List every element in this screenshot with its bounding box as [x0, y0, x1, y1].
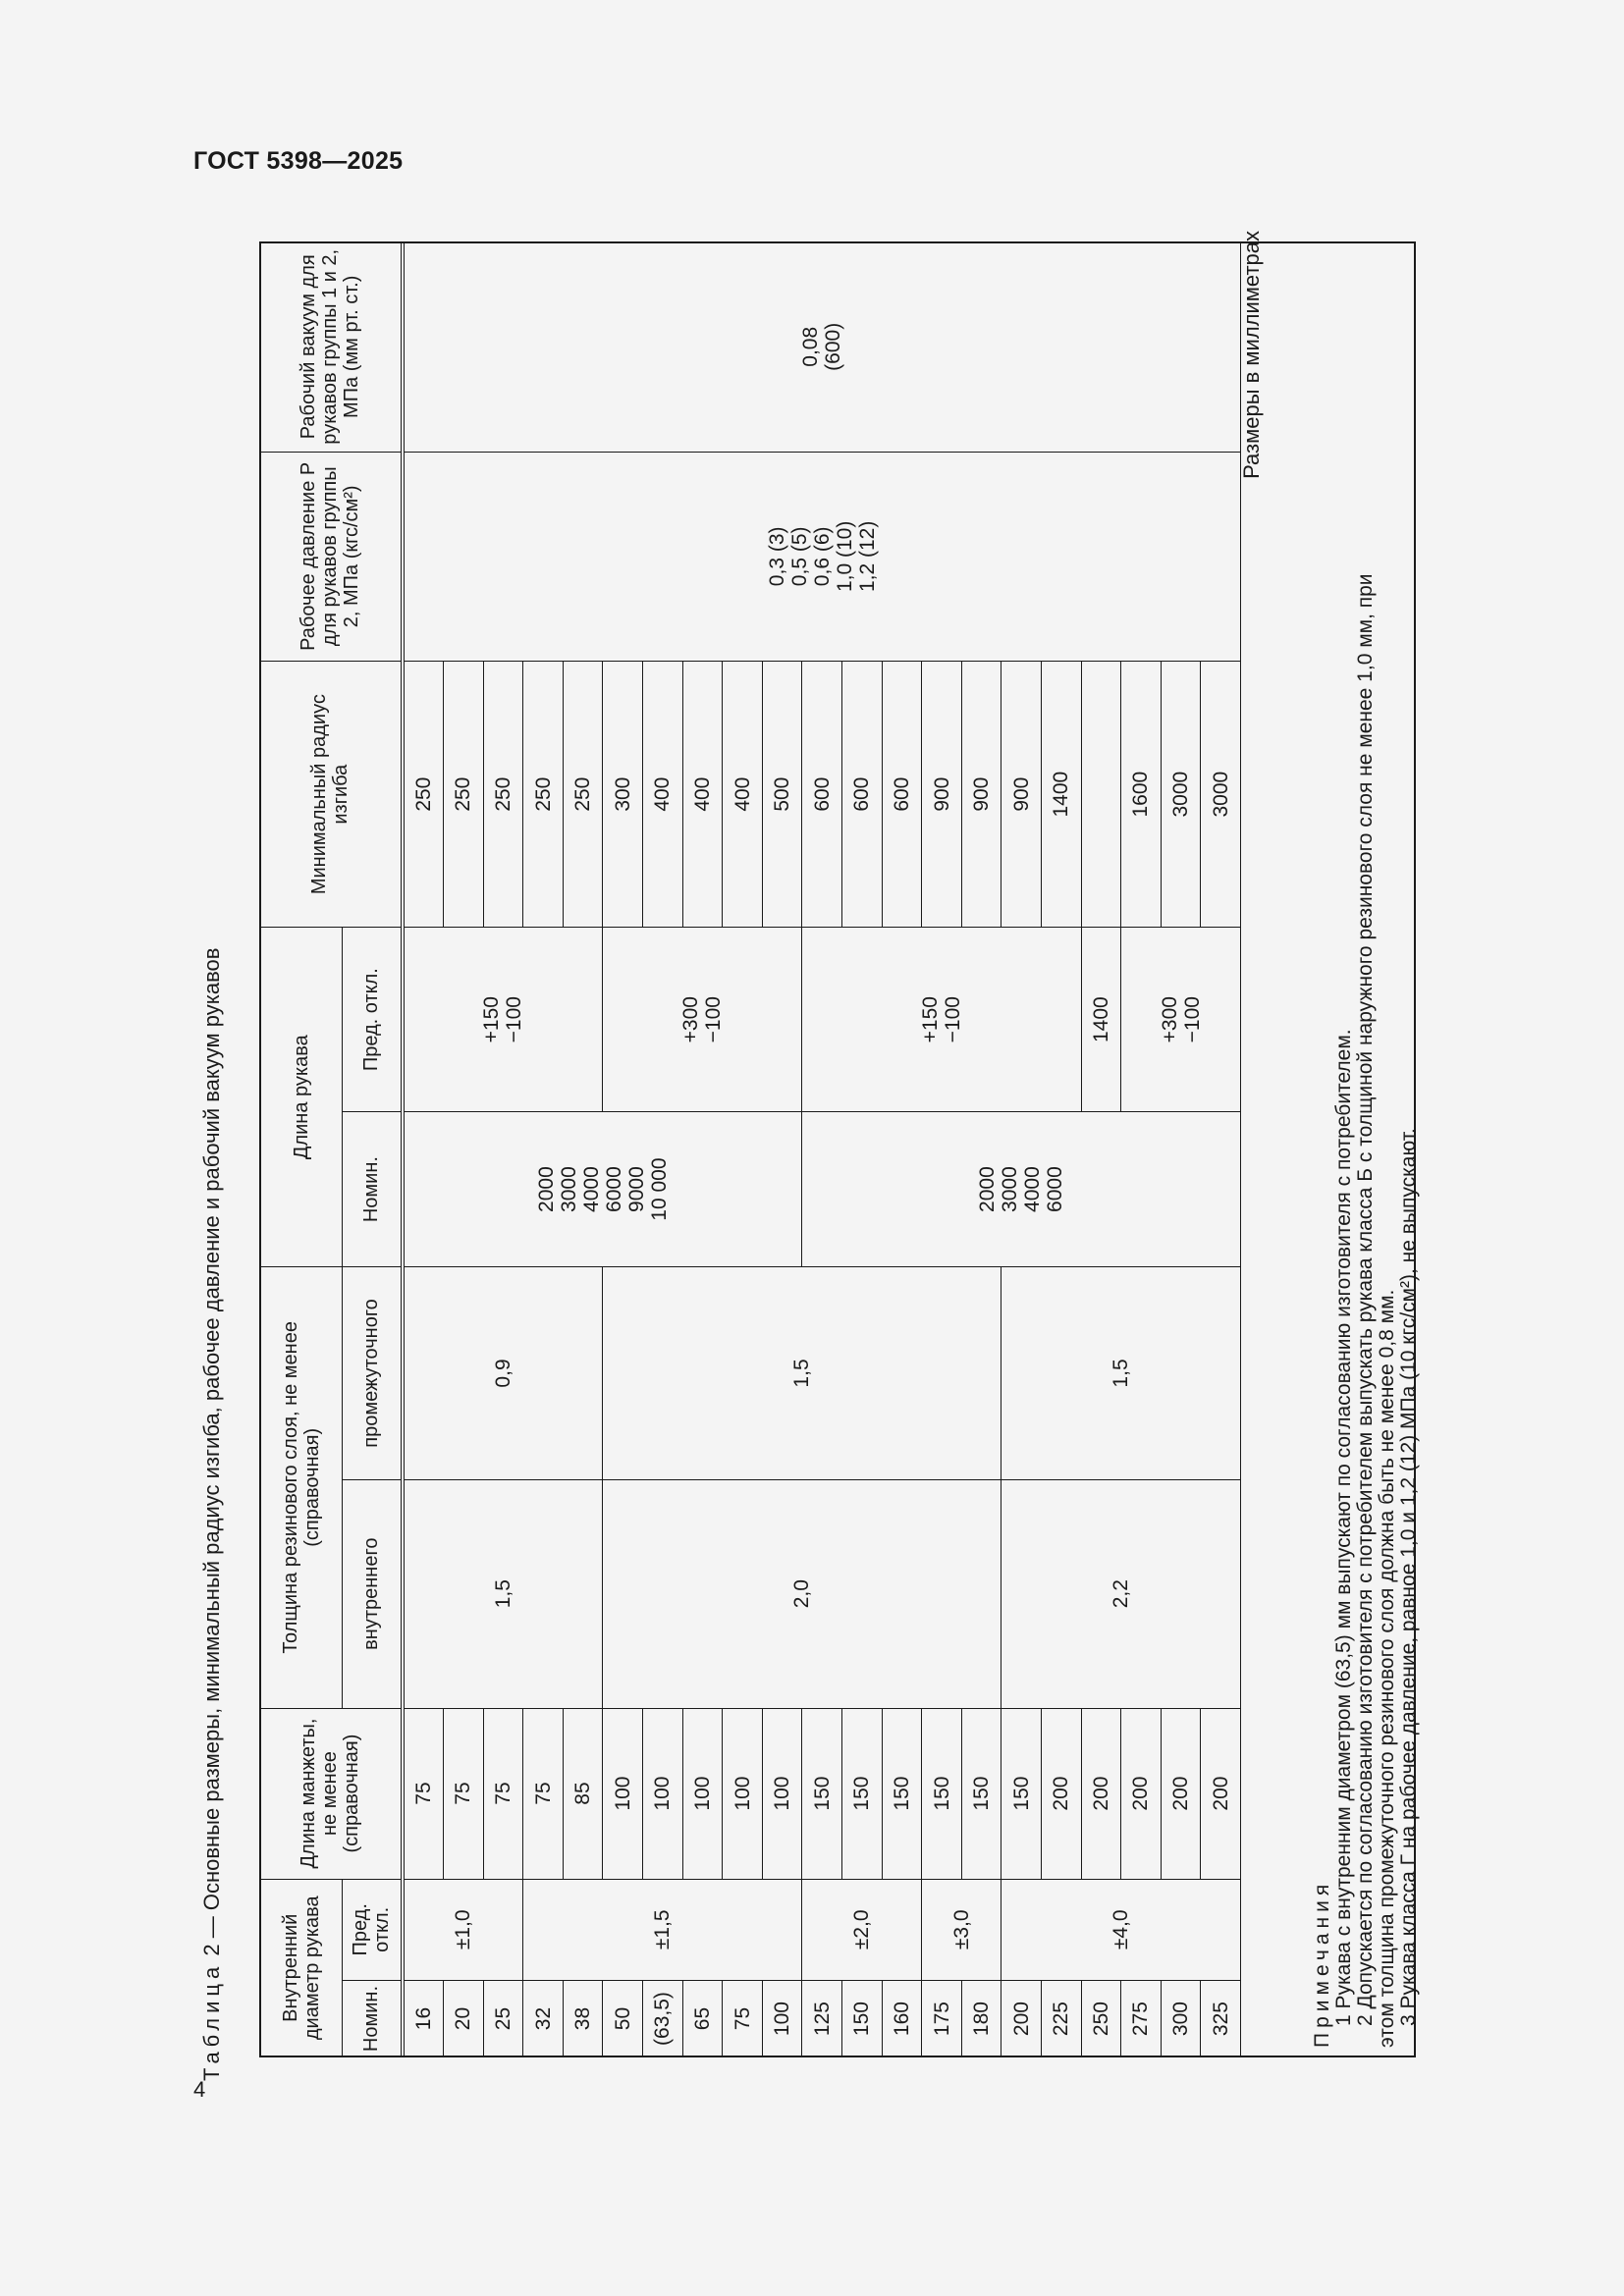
- bend-radius-cell: 300: [603, 662, 643, 928]
- header-diameter-tolerance: Пред. откл.: [343, 1879, 403, 1981]
- cuff-cell: 150: [802, 1708, 842, 1879]
- diameter-cell: 300: [1161, 1981, 1201, 2057]
- bend-radius-cell: 400: [723, 662, 763, 928]
- bend-radius-cell: 3000: [1161, 662, 1201, 928]
- header-min-bend-radius: Минимальный радиус изгиба: [260, 662, 403, 928]
- header-pressure: Рабочее давление P для рукавов группы 2, МПа (кгс/см²): [260, 452, 403, 662]
- cuff-cell: 100: [682, 1708, 723, 1879]
- intermediate-thickness-cell: 0,9: [403, 1267, 603, 1480]
- diameter-cell: 100: [762, 1981, 802, 2057]
- bend-radius-cell: 600: [802, 662, 842, 928]
- header-diameter-nominal: Номин.: [343, 1981, 403, 2057]
- tolerance-cell: ±4,0: [1001, 1879, 1241, 1981]
- hose-tolerance-cell: +150 −100: [802, 928, 1081, 1112]
- cuff-cell: 100: [643, 1708, 683, 1879]
- table-title-rest: 2 — Основные размеры, минимальный радиус изгиба, рабочее давление и рабочий вакуум рукавов: [199, 947, 224, 1956]
- cuff-cell: 150: [882, 1708, 922, 1879]
- cuff-cell: 150: [922, 1708, 962, 1879]
- diameter-cell: 50: [603, 1981, 643, 2057]
- vacuum-cell: 0,08 (600): [403, 242, 1241, 453]
- hose-nominal-lengths-cell: 2000 3000 4000 6000 9000 10 000: [403, 1112, 802, 1267]
- cuff-cell: 150: [961, 1708, 1001, 1879]
- bend-radius-cell: 400: [682, 662, 723, 928]
- diameter-cell: 160: [882, 1981, 922, 2057]
- cuff-cell: 100: [603, 1708, 643, 1879]
- cuff-cell: 200: [1081, 1708, 1121, 1879]
- cuff-cell: 100: [723, 1708, 763, 1879]
- bend-radius-cell: 500: [762, 662, 802, 928]
- note-2-continued: этом толщина промежуточного резинового слоя должна быть не менее 0,8 мм.: [1376, 1289, 1398, 2048]
- diameter-cell: 75: [723, 1981, 763, 2057]
- cuff-cell: 150: [842, 1708, 883, 1879]
- notes-heading: Примечания: [1311, 1879, 1333, 2048]
- header-intermediate-layer: промежуточного: [343, 1267, 403, 1480]
- diameter-cell: 38: [563, 1981, 603, 2057]
- cuff-cell: 200: [1161, 1708, 1201, 1879]
- document-id: ГОСТ 5398—2025: [193, 147, 404, 175]
- bend-radius-cell: 1400: [1081, 928, 1121, 1112]
- diameter-cell: 180: [961, 1981, 1001, 2057]
- cuff-cell: 75: [523, 1708, 564, 1879]
- diameter-cell: 125: [802, 1981, 842, 2057]
- table-frame: [259, 241, 1416, 2057]
- diameter-cell: 20: [444, 1981, 484, 2057]
- tolerance-cell: ±1,5: [523, 1879, 802, 1981]
- note-2: 2 Допускается по согласованию изготовителя с потребителем выпускать рукава класса Б с толщиной наружного резинового слоя не менее 1,0 мм, при: [1354, 573, 1377, 2026]
- diameter-cell: 250: [1081, 1981, 1121, 2057]
- units-note: Размеры в миллиметрах: [1239, 231, 1264, 479]
- header-hose-length-nominal: Номин.: [343, 1112, 403, 1267]
- diameter-cell: 32: [523, 1981, 564, 2057]
- rotated-table-area: [196, 196, 1443, 2081]
- tolerance-cell: ±1,0: [403, 1879, 523, 1981]
- diameter-cell: 25: [483, 1981, 523, 2057]
- bend-radius-cell: 900: [1001, 662, 1042, 928]
- bend-radius-cell: 600: [842, 662, 883, 928]
- header-cuff-length: Длина манжеты, не менее (справочная): [260, 1708, 403, 1879]
- cuff-cell: 150: [1001, 1708, 1042, 1879]
- note-3: 3 Рукава класса Г на рабочее давление, равное 1,0 и 1,2 (12) МПа (10 кгс/см²), не выпускают.: [1397, 1128, 1420, 2026]
- header-inner-diameter: Внутренний диаметр рукава: [260, 1879, 343, 2056]
- diameter-cell: 275: [1121, 1981, 1162, 2057]
- inner-thickness-cell: 2,2: [1001, 1479, 1241, 1708]
- bend-radius-cell: 250: [523, 662, 564, 928]
- intermediate-thickness-cell: 1,5: [1001, 1267, 1241, 1480]
- tolerance-cell: ±3,0: [922, 1879, 1001, 1981]
- hose-tolerance-cell: +300 −100: [1121, 928, 1241, 1112]
- tolerance-cell: ±2,0: [802, 1879, 922, 1981]
- bend-radius-cell: 250: [563, 662, 603, 928]
- cuff-cell: 100: [762, 1708, 802, 1879]
- header-inner-layer: внутреннего: [343, 1479, 403, 1708]
- cuff-cell: 75: [403, 1708, 444, 1879]
- table-title-prefix: Таблица: [199, 1961, 224, 2081]
- bend-radius-cell: 250: [444, 662, 484, 928]
- header-hose-length-tolerance: Пред. откл.: [343, 928, 403, 1112]
- hose-nominal-lengths-cell: 2000 3000 4000 6000: [802, 1112, 1241, 1267]
- hose-tolerance-cell: +150 −100: [403, 928, 603, 1112]
- hose-tolerance-cell: +300 −100: [603, 928, 802, 1112]
- cuff-cell: 75: [483, 1708, 523, 1879]
- cuff-cell: 75: [444, 1708, 484, 1879]
- diameter-cell: 200: [1001, 1981, 1042, 2057]
- bend-radius-cell: 400: [643, 662, 683, 928]
- bend-radius-cell: 600: [882, 662, 922, 928]
- bend-radius-cell: 1400: [1042, 662, 1082, 928]
- diameter-cell: 175: [922, 1981, 962, 2057]
- table-title: [196, 412, 228, 2081]
- inner-thickness-cell: 2,0: [603, 1479, 1001, 1708]
- bend-radius-cell: 3000: [1201, 662, 1241, 928]
- inner-thickness-cell: 1,5: [403, 1479, 603, 1708]
- cuff-cell: 200: [1121, 1708, 1162, 1879]
- bend-radius-cell: 250: [403, 662, 444, 928]
- header-rubber-thickness: Толщина резинового слоя, не менее (справочная): [260, 1267, 343, 1708]
- bend-radius-cell: 900: [961, 662, 1001, 928]
- diameter-cell: (63,5): [643, 1981, 683, 2057]
- bend-radius-cell: 900: [922, 662, 962, 928]
- header-hose-length: Длина рукава: [260, 928, 343, 1267]
- header-vacuum: Рабочий вакуум для рукавов группы 1 и 2, МПа (мм рт. ст.): [260, 242, 403, 453]
- bend-radius-cell: 250: [483, 662, 523, 928]
- diameter-cell: 16: [403, 1981, 444, 2057]
- diameter-cell: 150: [842, 1981, 883, 2057]
- bend-radius-cell: 1600: [1121, 662, 1162, 928]
- note-1: 1 Рукава с внутренним диаметром (63,5) мм выпускают по согласованию изготовителя с потребителем.: [1332, 1029, 1355, 2026]
- cuff-cell: 200: [1201, 1708, 1241, 1879]
- diameter-cell: 325: [1201, 1981, 1241, 2057]
- diameter-cell: 225: [1042, 1981, 1082, 2057]
- page-number: 4: [193, 2077, 206, 2102]
- intermediate-thickness-cell: 1,5: [603, 1267, 1001, 1480]
- cuff-cell: 200: [1042, 1708, 1082, 1879]
- pressures-cell: 0,3 (3) 0,5 (5) 0,6 (6) 1,0 (10) 1,2 (12): [403, 452, 1241, 662]
- diameter-cell: 65: [682, 1981, 723, 2057]
- cuff-cell: 85: [563, 1708, 603, 1879]
